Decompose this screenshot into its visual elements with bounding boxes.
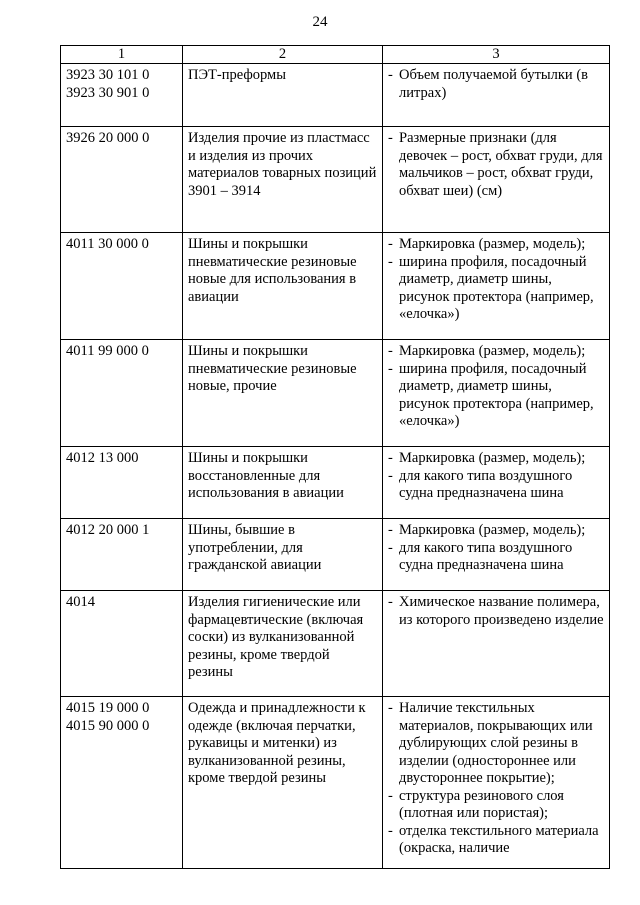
- feature-item: - отделка текстильного материала (окраска, наличие: [388, 823, 605, 858]
- feature-item: - Химическое название полимера, из которого произведено изделие: [388, 594, 605, 629]
- code: 4011 30 000 0: [66, 236, 149, 252]
- table-row: [61, 591, 610, 697]
- column-header-2: 2: [183, 46, 383, 64]
- code: 4015 19 000 0: [66, 700, 150, 716]
- features-cell: [383, 591, 610, 697]
- code-cell: [61, 340, 183, 447]
- features-cell: [383, 233, 610, 340]
- code-cell: [61, 519, 183, 591]
- name-cell: Шины и покрышки пневматические резиновые новые, прочие: [183, 340, 383, 447]
- code: 4014: [66, 594, 95, 610]
- table-row: [61, 519, 610, 591]
- code-cell: [61, 127, 183, 233]
- name-cell: Изделия прочие из пластмасс и изделия из прочих материалов товарных позиций 3901 – 3914: [183, 127, 383, 233]
- name-cell: ПЭТ-преформы: [183, 64, 383, 127]
- code-cell: [61, 591, 183, 697]
- table-row: [61, 233, 610, 340]
- features-cell: [383, 447, 610, 519]
- features-cell: [383, 127, 610, 233]
- feature-item: - Наличие текстильных материалов, покрывающих или дублирующих слой резины в изделии (одностороннее или двустороннее покрытие);: [388, 700, 605, 788]
- name-cell: Шины и покрышки восстановленные для использования в авиации: [183, 447, 383, 519]
- feature-item: - для какого типа воздушного судна предназначена шина: [388, 540, 605, 575]
- feature-item: - Маркировка (размер, модель);: [388, 236, 605, 254]
- code-cell: [61, 447, 183, 519]
- classification-table: [60, 45, 610, 869]
- name-cell: Изделия гигиенические или фармацевтические (включая соски) из вулканизованной резины, кроме твердой резины: [183, 591, 383, 697]
- feature-item: - ширина профиля, посадочный диаметр, диаметр шины, рисунок протектора (например, «елочка»): [388, 254, 605, 324]
- table-row: [61, 64, 610, 127]
- feature-item: - структура резинового слоя (плотная или пористая);: [388, 788, 605, 823]
- code: 4011 99 000 0: [66, 343, 149, 359]
- feature-item: - для какого типа воздушного судна предназначена шина: [388, 468, 605, 503]
- table-row: [61, 340, 610, 447]
- code: 4015 90 000 0: [66, 717, 150, 734]
- code: 3923 30 901 0: [66, 84, 150, 101]
- column-header-1: 1: [61, 46, 183, 64]
- features-cell: [383, 697, 610, 869]
- feature-item: - Маркировка (размер, модель);: [388, 522, 605, 540]
- features-cell: [383, 64, 610, 127]
- table-row: [61, 127, 610, 233]
- code-cell: [61, 697, 183, 869]
- feature-item: - Маркировка (размер, модель);: [388, 343, 605, 361]
- table-row: [61, 697, 610, 869]
- code: 4012 20 000 1: [66, 522, 150, 538]
- table-row: [61, 447, 610, 519]
- code: 4012 13 000: [66, 450, 139, 466]
- column-header-3: 3: [383, 46, 610, 64]
- features-cell: [383, 519, 610, 591]
- name-cell: Шины, бывшие в употреблении, для гражданской авиации: [183, 519, 383, 591]
- feature-item: - Маркировка (размер, модель);: [388, 450, 605, 468]
- page-number: 24: [312, 14, 328, 30]
- table-header-row: [61, 46, 610, 64]
- features-cell: [383, 340, 610, 447]
- code: 3923 30 101 0: [66, 67, 150, 83]
- feature-item: - Объем получаемой бутылки (в литрах): [388, 67, 605, 102]
- feature-item: - ширина профиля, посадочный диаметр, диаметр шины, рисунок протектора (например, «елочка»): [388, 361, 605, 431]
- code: 3926 20 000 0: [66, 130, 150, 146]
- code-cell: [61, 233, 183, 340]
- name-cell: Шины и покрышки пневматические резиновые новые для использования в авиации: [183, 233, 383, 340]
- code-cell: [61, 64, 183, 127]
- name-cell: Одежда и принадлежности к одежде (включая перчатки, рукавицы и митенки) из вулканизованной резины, кроме твердой резины: [183, 697, 383, 869]
- feature-item: - Размерные признаки (для девочек – рост, обхват груди, для мальчиков – рост, обхват груди, обхват шеи) (см): [388, 130, 605, 200]
